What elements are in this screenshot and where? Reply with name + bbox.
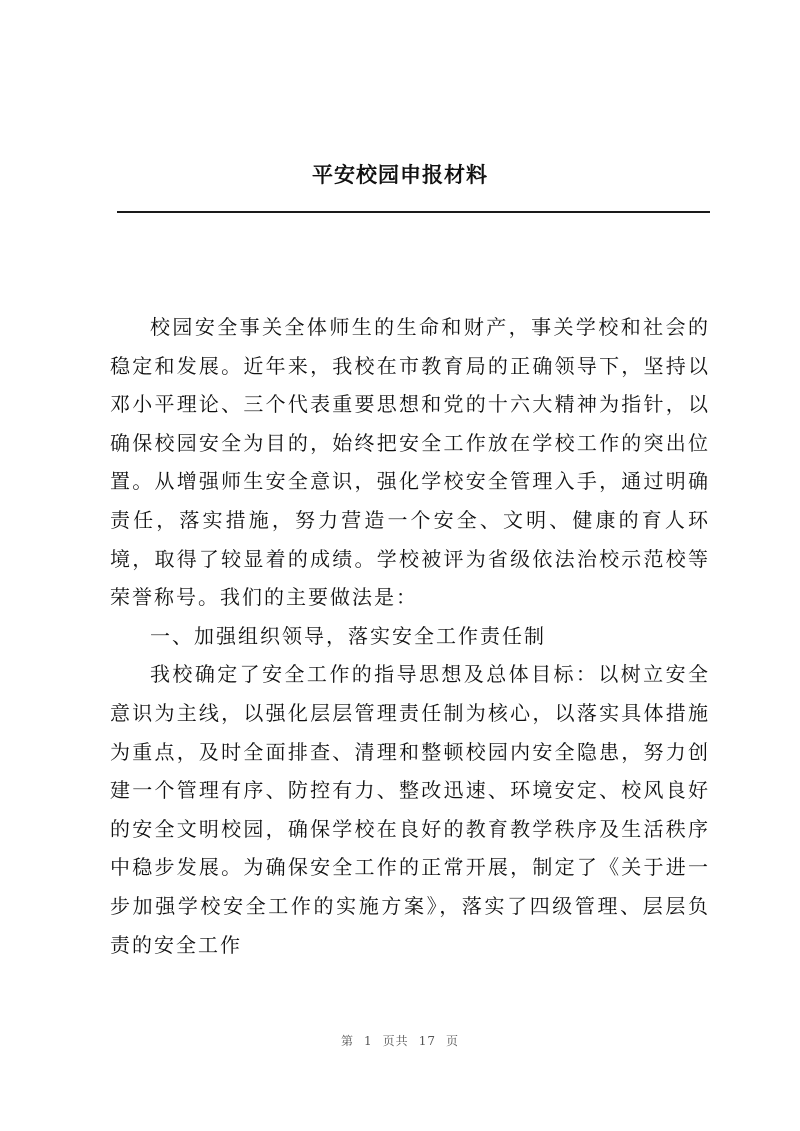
footer-prefix: 第 xyxy=(341,1034,355,1048)
footer-suffix: 页 xyxy=(445,1034,459,1048)
title-underline xyxy=(117,211,710,213)
intro-paragraph: 校园安全事关全体师生的生命和财产，事关学校和社会的稳定和发展。近年来，我校在市教育局的正确领导下，坚持以邓小平理论、三个代表重要思想和党的十六大精神为指针，以确保校园安全为目的，始终把安全工作放在学校工作的突出位置。从增强师生安全意识，强化学校安全管理入手，通过明确责任，落实措施，努力营造一个安全、文明、健康的育人环境，取得了较显着的成绩。学校被评为省级依法治校示范校等荣誉称号。我们的主要做法是： xyxy=(110,315,710,610)
document-body xyxy=(110,308,710,964)
page-footer xyxy=(0,1032,800,1049)
footer-middle: 页共 xyxy=(382,1034,409,1048)
page-title: 平安校园申报材料 xyxy=(312,162,488,187)
footer-total-pages: 17 xyxy=(418,1034,436,1048)
section-paragraph: 我校确定了安全工作的指导思想及总体目标：以树立安全意识为主线，以强化层层管理责任制为核心，以落实具体措施为重点，及时全面排查、清理和整顿校园内安全隐患，努力创建一个管理有序、防控有力、整改迅速、环境安定、校风良好的安全文明校园，确保学校在良好的教育教学秩序及生活秩序中稳步发展。为确保安全工作的正常开展，制定了《关于进一步加强学校安全工作的实施方案》，落实了四级管理、层层负责的安全工作 xyxy=(110,662,710,957)
footer-page-number: 1 xyxy=(364,1034,373,1048)
section-heading: 一、加强组织领导，落实安全工作责任制 xyxy=(150,623,546,648)
